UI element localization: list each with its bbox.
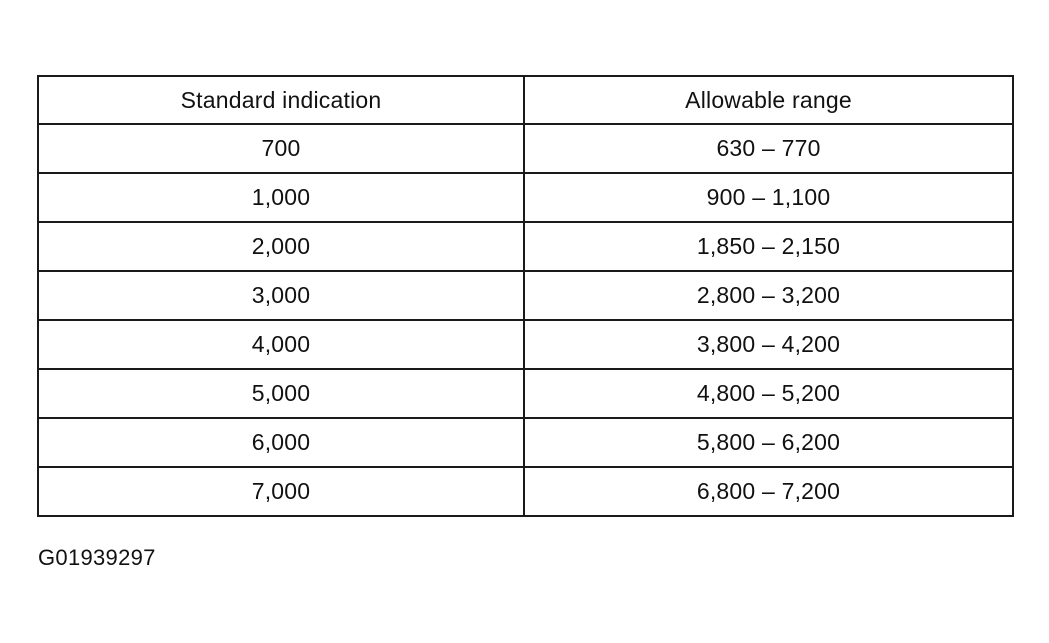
header-allowable-range: Allowable range — [524, 76, 1013, 124]
table-row — [38, 369, 1013, 418]
standard-indication-cell: 6,000 — [38, 418, 524, 467]
allowable-range-cell: 3,800 – 4,200 — [524, 320, 1013, 369]
table-row — [38, 320, 1013, 369]
spec-table — [37, 75, 1014, 517]
figure-id: G01939297 — [38, 545, 156, 570]
standard-indication-cell: 3,000 — [38, 271, 524, 320]
allowable-range-cell: 6,800 – 7,200 — [524, 467, 1013, 516]
table-row — [38, 271, 1013, 320]
standard-indication-cell: 1,000 — [38, 173, 524, 222]
table-row — [38, 222, 1013, 271]
standard-indication-cell: 700 — [38, 124, 524, 173]
standard-indication-cell: 2,000 — [38, 222, 524, 271]
allowable-range-cell: 630 – 770 — [524, 124, 1013, 173]
allowable-range-cell: 900 – 1,100 — [524, 173, 1013, 222]
standard-indication-cell: 7,000 — [38, 467, 524, 516]
table-header-row — [38, 76, 1013, 124]
header-standard-indication: Standard indication — [38, 76, 524, 124]
table-row — [38, 124, 1013, 173]
table-row — [38, 418, 1013, 467]
allowable-range-cell: 5,800 – 6,200 — [524, 418, 1013, 467]
allowable-range-cell: 1,850 – 2,150 — [524, 222, 1013, 271]
table-row — [38, 173, 1013, 222]
standard-indication-cell: 5,000 — [38, 369, 524, 418]
allowable-range-cell: 2,800 – 3,200 — [524, 271, 1013, 320]
allowable-range-cell: 4,800 – 5,200 — [524, 369, 1013, 418]
standard-indication-cell: 4,000 — [38, 320, 524, 369]
table-row — [38, 467, 1013, 516]
